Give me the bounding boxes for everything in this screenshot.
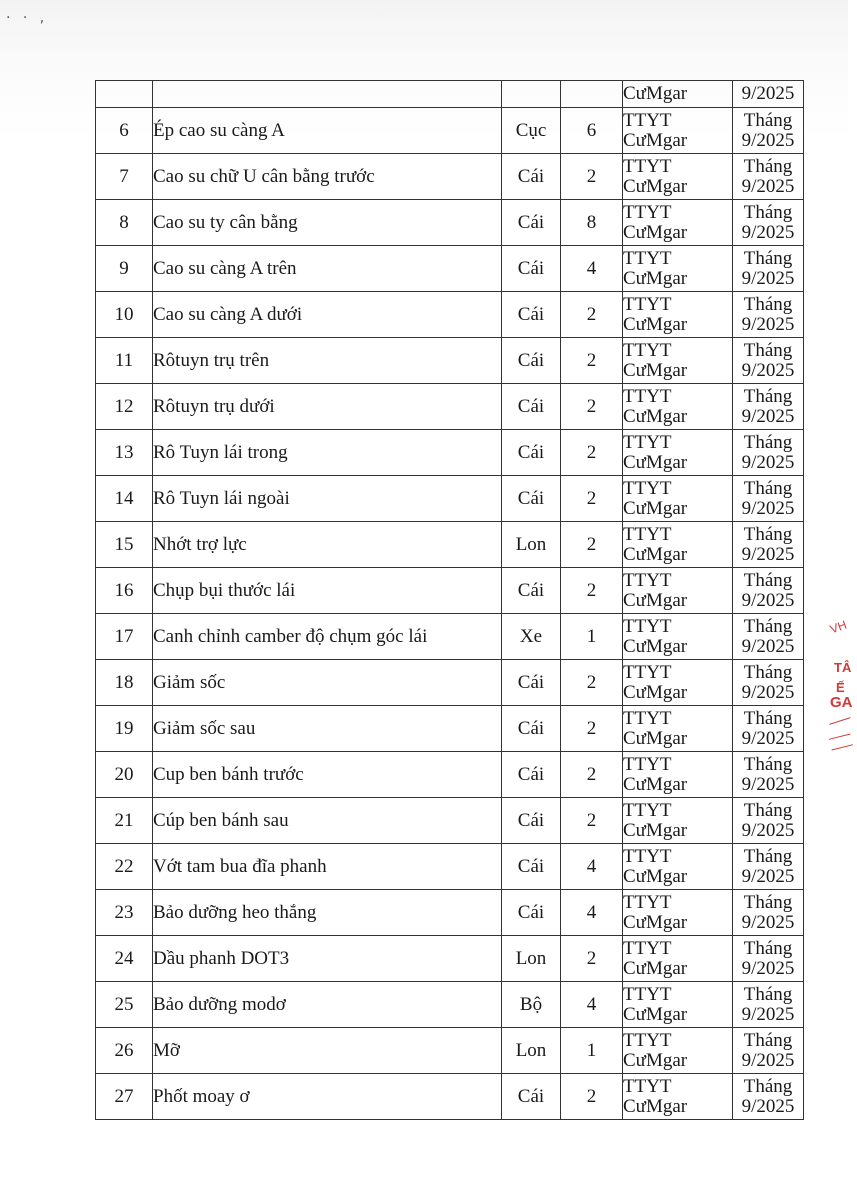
unit-cell: Cái <box>502 292 561 338</box>
location-line-1: TTYT <box>623 707 672 729</box>
location-line-1: TTYT <box>623 569 672 591</box>
time-line-1: Tháng <box>743 155 793 177</box>
table-row <box>96 614 804 660</box>
location-cell <box>623 384 733 430</box>
item-name-cell: Rôtuyn trụ trên <box>153 338 502 384</box>
row-number-cell: 14 <box>96 476 153 522</box>
unit-cell <box>502 81 561 108</box>
time-line-1: Tháng <box>743 431 793 453</box>
item-name-cell: Vớt tam bua đĩa phanh <box>153 844 502 890</box>
row-number-cell: 20 <box>96 752 153 798</box>
location-cell <box>623 338 733 384</box>
time-line-1: Tháng <box>743 385 793 407</box>
location-cell <box>623 476 733 522</box>
table-row <box>96 568 804 614</box>
time-line-1: Tháng <box>743 753 793 775</box>
location-cell <box>623 292 733 338</box>
unit-cell: Cái <box>502 154 561 200</box>
time-cell <box>733 338 804 384</box>
quantity-cell: 4 <box>561 246 623 292</box>
time-line-1: Tháng <box>743 569 793 591</box>
time-line-1: Tháng <box>743 983 793 1005</box>
quantity-cell: 2 <box>561 292 623 338</box>
item-name-cell: Mỡ <box>153 1028 502 1074</box>
table-row <box>96 246 804 292</box>
time-cell <box>733 1028 804 1074</box>
time-cell <box>733 752 804 798</box>
item-name-cell: Canh chỉnh camber độ chụm góc lái <box>153 614 502 660</box>
time-line-2: 9/2025 <box>741 543 795 565</box>
unit-cell: Cái <box>502 1074 561 1120</box>
unit-cell: Cái <box>502 844 561 890</box>
location-cell <box>623 798 733 844</box>
quantity-cell: 2 <box>561 430 623 476</box>
unit-cell: Cái <box>502 568 561 614</box>
time-line-1: Tháng <box>743 477 793 499</box>
table-container <box>95 80 803 1120</box>
row-number-cell: 8 <box>96 200 153 246</box>
row-number-cell: 19 <box>96 706 153 752</box>
time-cell <box>733 844 804 890</box>
time-line-2: 9/2025 <box>741 727 795 749</box>
location-cell <box>623 844 733 890</box>
location-cell <box>623 1028 733 1074</box>
time-line-2: 9/2025 <box>741 635 795 657</box>
location-line-2: CưMgar <box>623 589 688 611</box>
location-line-1: TTYT <box>623 155 672 177</box>
location-cell <box>623 660 733 706</box>
table-row <box>96 108 804 154</box>
location-line-1: TTYT <box>623 247 672 269</box>
location-line-2: CưMgar <box>623 175 688 197</box>
unit-cell: Cái <box>502 384 561 430</box>
location-line-1: TTYT <box>623 845 672 867</box>
item-name-cell: Phốt moay ơ <box>153 1074 502 1120</box>
location-line-2: CưMgar <box>623 129 688 151</box>
location-line-1: TTYT <box>623 937 672 959</box>
item-name-cell: Rô Tuyn lái ngoài <box>153 476 502 522</box>
item-name-cell: Cup ben bánh trước <box>153 752 502 798</box>
unit-cell: Lon <box>502 936 561 982</box>
location-line-1: TTYT <box>623 477 672 499</box>
quantity-cell: 8 <box>561 200 623 246</box>
location-cell <box>623 890 733 936</box>
row-number-cell: 27 <box>96 1074 153 1120</box>
location-line-2: CưMgar <box>623 819 688 841</box>
item-name-cell: Cao su càng A dưới <box>153 292 502 338</box>
time-line-2: 9/2025 <box>741 819 795 841</box>
table-row <box>96 1074 804 1120</box>
time-cell <box>733 936 804 982</box>
time-line-2: 9/2025 <box>741 83 795 104</box>
location-cell <box>623 246 733 292</box>
location-cell <box>623 614 733 660</box>
quantity-cell: 6 <box>561 108 623 154</box>
time-cell <box>733 982 804 1028</box>
location-line-2: CưMgar <box>623 359 688 381</box>
time-cell <box>733 430 804 476</box>
quantity-cell: 2 <box>561 522 623 568</box>
time-line-2: 9/2025 <box>741 681 795 703</box>
time-line-2: 9/2025 <box>741 773 795 795</box>
time-cell <box>733 246 804 292</box>
time-line-2: 9/2025 <box>741 451 795 473</box>
time-cell <box>733 476 804 522</box>
item-name-cell: Cao su ty cân bằng <box>153 200 502 246</box>
location-line-1: TTYT <box>623 615 672 637</box>
time-line-1: Tháng <box>743 937 793 959</box>
scan-specks: · · , <box>6 10 49 26</box>
quantity-cell: 2 <box>561 798 623 844</box>
quantity-cell: 2 <box>561 154 623 200</box>
time-line-2: 9/2025 <box>741 175 795 197</box>
quantity-cell: 4 <box>561 982 623 1028</box>
location-line-2: CưMgar <box>623 267 688 289</box>
time-cell <box>733 706 804 752</box>
quantity-cell: 2 <box>561 706 623 752</box>
time-line-1: Tháng <box>743 523 793 545</box>
quantity-cell: 2 <box>561 936 623 982</box>
table-row <box>96 798 804 844</box>
quantity-cell: 2 <box>561 384 623 430</box>
location-line-2: CưMgar <box>623 773 688 795</box>
location-line-1: TTYT <box>623 753 672 775</box>
location-line-1: TTYT <box>623 431 672 453</box>
unit-cell: Cái <box>502 338 561 384</box>
time-line-1: Tháng <box>743 661 793 683</box>
location-line-1: TTYT <box>623 385 672 407</box>
item-name-cell: Cao su càng A trên <box>153 246 502 292</box>
location-line-2: CưMgar <box>623 1095 688 1117</box>
location-line-1: TTYT <box>623 339 672 361</box>
location-line-1: TTYT <box>623 891 672 913</box>
time-line-1: Tháng <box>743 891 793 913</box>
table-row <box>96 522 804 568</box>
location-line-1: TTYT <box>623 109 672 131</box>
stamp-text: GA <box>830 694 853 711</box>
location-line-2: CưMgar <box>623 405 688 427</box>
location-line-1: TTYT <box>623 201 672 223</box>
row-number-cell: 13 <box>96 430 153 476</box>
table-row <box>96 154 804 200</box>
location-line-2: CưMgar <box>623 957 688 979</box>
materials-table <box>95 80 804 1120</box>
item-name-cell: Cúp ben bánh sau <box>153 798 502 844</box>
table-body <box>96 81 804 1120</box>
time-line-1: Tháng <box>743 109 793 131</box>
time-line-2: 9/2025 <box>741 497 795 519</box>
row-number-cell: 11 <box>96 338 153 384</box>
time-cell <box>733 81 804 108</box>
unit-cell: Cái <box>502 798 561 844</box>
item-name-cell <box>153 81 502 108</box>
location-line-2: CưMgar <box>623 635 688 657</box>
time-line-1: Tháng <box>743 1075 793 1097</box>
time-line-1: Tháng <box>743 707 793 729</box>
location-line-1: TTYT <box>623 1075 672 1097</box>
unit-cell: Cái <box>502 476 561 522</box>
time-line-2: 9/2025 <box>741 1049 795 1071</box>
location-cell <box>623 936 733 982</box>
unit-cell: Cái <box>502 706 561 752</box>
quantity-cell <box>561 81 623 108</box>
table-row <box>96 200 804 246</box>
time-cell <box>733 384 804 430</box>
row-number-cell: 24 <box>96 936 153 982</box>
location-cell <box>623 752 733 798</box>
item-name-cell: Bảo dưỡng heo thắng <box>153 890 502 936</box>
row-number-cell: 18 <box>96 660 153 706</box>
time-line-2: 9/2025 <box>741 865 795 887</box>
quantity-cell: 4 <box>561 844 623 890</box>
table-row <box>96 476 804 522</box>
location-line-1: TTYT <box>623 983 672 1005</box>
time-line-2: 9/2025 <box>741 129 795 151</box>
unit-cell: Cái <box>502 752 561 798</box>
time-line-2: 9/2025 <box>741 911 795 933</box>
location-line-2: CưMgar <box>623 727 688 749</box>
item-name-cell: Nhớt trợ lực <box>153 522 502 568</box>
time-line-1: Tháng <box>743 339 793 361</box>
unit-cell: Xe <box>502 614 561 660</box>
table-row <box>96 982 804 1028</box>
table-row <box>96 706 804 752</box>
table-row <box>96 81 804 108</box>
time-line-1: Tháng <box>743 201 793 223</box>
item-name-cell: Giảm sốc <box>153 660 502 706</box>
table-row <box>96 660 804 706</box>
time-line-2: 9/2025 <box>741 589 795 611</box>
location-cell <box>623 982 733 1028</box>
table-row <box>96 1028 804 1074</box>
time-cell <box>733 568 804 614</box>
location-line-2: CưMgar <box>623 221 688 243</box>
unit-cell: Cái <box>502 890 561 936</box>
table-row <box>96 338 804 384</box>
time-line-1: Tháng <box>743 615 793 637</box>
time-cell <box>733 660 804 706</box>
table-row <box>96 292 804 338</box>
table-row <box>96 890 804 936</box>
quantity-cell: 2 <box>561 338 623 384</box>
location-cell <box>623 1074 733 1120</box>
table-row <box>96 844 804 890</box>
time-line-2: 9/2025 <box>741 405 795 427</box>
stamp-text: VH <box>828 617 849 637</box>
unit-cell: Cái <box>502 246 561 292</box>
unit-cell: Bộ <box>502 982 561 1028</box>
time-cell <box>733 890 804 936</box>
time-line-2: 9/2025 <box>741 1003 795 1025</box>
location-cell <box>623 108 733 154</box>
row-number-cell: 26 <box>96 1028 153 1074</box>
row-number-cell: 15 <box>96 522 153 568</box>
time-cell <box>733 292 804 338</box>
time-line-1: Tháng <box>743 845 793 867</box>
time-line-1: Tháng <box>743 247 793 269</box>
time-cell <box>733 614 804 660</box>
location-line-2: CưMgar <box>623 1003 688 1025</box>
stamp-text: TÂ <box>834 660 852 675</box>
location-cell <box>623 200 733 246</box>
location-line-2: CưMgar <box>623 83 688 104</box>
row-number-cell: 25 <box>96 982 153 1028</box>
location-cell <box>623 522 733 568</box>
location-cell <box>623 568 733 614</box>
unit-cell: Cái <box>502 200 561 246</box>
time-line-2: 9/2025 <box>741 221 795 243</box>
row-number-cell: 17 <box>96 614 153 660</box>
unit-cell: Lon <box>502 522 561 568</box>
location-cell <box>623 154 733 200</box>
unit-cell: Cái <box>502 430 561 476</box>
table-row <box>96 936 804 982</box>
unit-cell: Cái <box>502 660 561 706</box>
location-line-2: CưMgar <box>623 497 688 519</box>
row-number-cell: 16 <box>96 568 153 614</box>
item-name-cell: Dầu phanh DOT3 <box>153 936 502 982</box>
row-number-cell <box>96 81 153 108</box>
item-name-cell: Bảo dưỡng modơ <box>153 982 502 1028</box>
location-cell <box>623 81 733 108</box>
table-row <box>96 430 804 476</box>
time-line-2: 9/2025 <box>741 359 795 381</box>
quantity-cell: 2 <box>561 1074 623 1120</box>
red-stamp-fragment <box>826 617 853 750</box>
quantity-cell: 2 <box>561 752 623 798</box>
time-cell <box>733 108 804 154</box>
location-line-2: CưMgar <box>623 865 688 887</box>
quantity-cell: 4 <box>561 890 623 936</box>
item-name-cell: Giảm sốc sau <box>153 706 502 752</box>
time-cell <box>733 154 804 200</box>
time-line-2: 9/2025 <box>741 957 795 979</box>
time-line-1: Tháng <box>743 799 793 821</box>
location-line-1: TTYT <box>623 293 672 315</box>
time-line-1: Tháng <box>743 293 793 315</box>
time-line-1: Tháng <box>743 1029 793 1051</box>
table-row <box>96 752 804 798</box>
time-cell <box>733 798 804 844</box>
quantity-cell: 2 <box>561 568 623 614</box>
location-cell <box>623 430 733 476</box>
item-name-cell: Chụp bụi thước lái <box>153 568 502 614</box>
location-line-2: CưMgar <box>623 681 688 703</box>
row-number-cell: 21 <box>96 798 153 844</box>
row-number-cell: 22 <box>96 844 153 890</box>
table-row <box>96 384 804 430</box>
location-line-2: CưMgar <box>623 1049 688 1071</box>
location-line-2: CưMgar <box>623 451 688 473</box>
item-name-cell: Rôtuyn trụ dưới <box>153 384 502 430</box>
time-cell <box>733 1074 804 1120</box>
quantity-cell: 1 <box>561 1028 623 1074</box>
location-line-1: TTYT <box>623 523 672 545</box>
quantity-cell: 1 <box>561 614 623 660</box>
quantity-cell: 2 <box>561 476 623 522</box>
unit-cell: Cục <box>502 108 561 154</box>
time-line-2: 9/2025 <box>741 1095 795 1117</box>
item-name-cell: Cao su chữ U cân bằng trước <box>153 154 502 200</box>
item-name-cell: Rô Tuyn lái trong <box>153 430 502 476</box>
unit-cell: Lon <box>502 1028 561 1074</box>
location-line-2: CưMgar <box>623 543 688 565</box>
stamp-text: Ế <box>836 680 845 695</box>
location-line-1: TTYT <box>623 799 672 821</box>
time-line-2: 9/2025 <box>741 267 795 289</box>
row-number-cell: 10 <box>96 292 153 338</box>
location-line-1: TTYT <box>623 1029 672 1051</box>
time-cell <box>733 200 804 246</box>
quantity-cell: 2 <box>561 660 623 706</box>
location-line-2: CưMgar <box>623 313 688 335</box>
time-cell <box>733 522 804 568</box>
row-number-cell: 9 <box>96 246 153 292</box>
location-line-1: TTYT <box>623 661 672 683</box>
row-number-cell: 23 <box>96 890 153 936</box>
item-name-cell: Ép cao su càng A <box>153 108 502 154</box>
row-number-cell: 6 <box>96 108 153 154</box>
row-number-cell: 7 <box>96 154 153 200</box>
time-line-2: 9/2025 <box>741 313 795 335</box>
location-cell <box>623 706 733 752</box>
row-number-cell: 12 <box>96 384 153 430</box>
location-line-2: CưMgar <box>623 911 688 933</box>
